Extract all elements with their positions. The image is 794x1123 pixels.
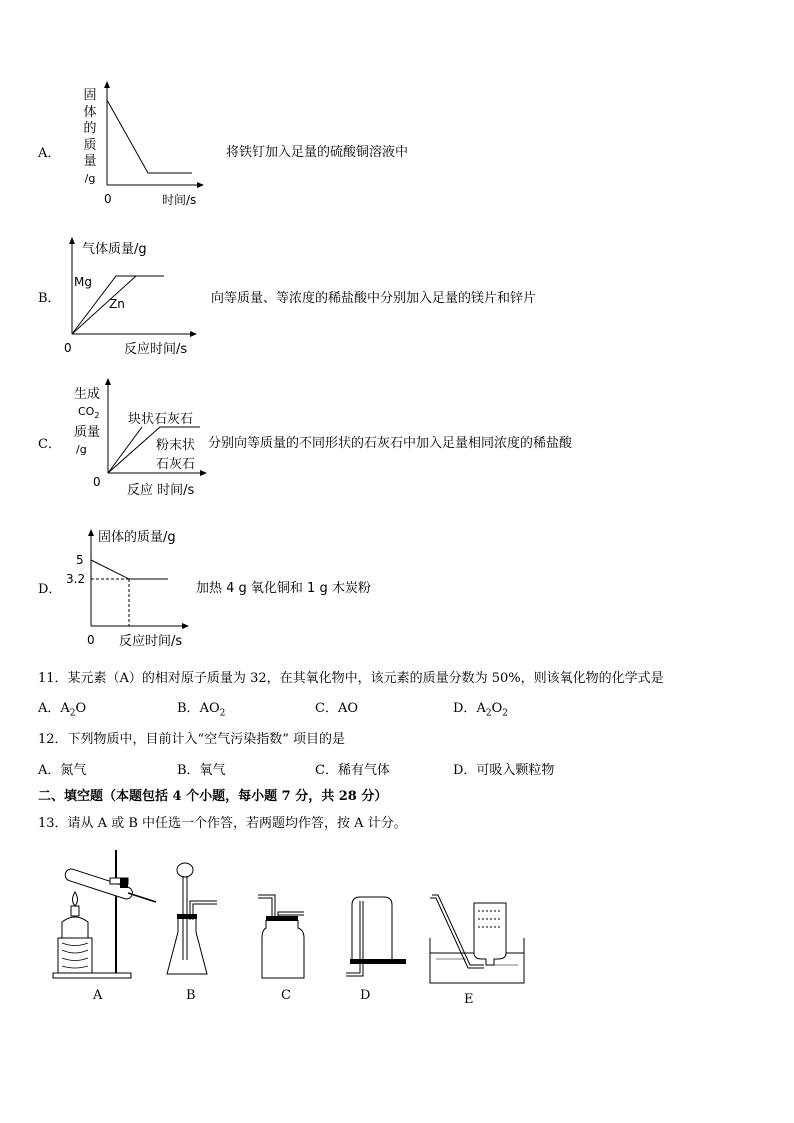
q11-option-d	[453, 697, 508, 719]
graph-d-ylabel: 固体的质量/g	[98, 530, 176, 545]
graph-b-x-arrow	[190, 331, 197, 337]
apparatus-b-stopper	[177, 914, 197, 919]
graph-a-ylabel-char: 量	[83, 154, 97, 169]
graph-c-series-block: 块状石灰石	[128, 412, 194, 427]
q11-formula-part: AO	[337, 701, 358, 716]
apparatus-a-stopper	[120, 878, 128, 888]
q11-formula-sub: 2	[69, 708, 76, 719]
graph-a-x-arrow	[197, 182, 204, 188]
graph-a-origin: 0	[104, 192, 112, 206]
apparatus-a-lamp	[62, 917, 88, 938]
q11-option-label: C．	[315, 701, 338, 716]
graph-c-co2-text: CO	[78, 405, 95, 418]
apparatus-label-b: B	[186, 988, 196, 1003]
apparatus-c-tube-right	[278, 915, 304, 916]
q12-stem: 12．下列物质中，目前计入“空气污染指数” 项目的是	[38, 732, 345, 747]
graph-a-xlabel: 时间/s	[162, 193, 197, 207]
graph-a-ylabel	[82, 88, 98, 187]
apparatus-d-stopper	[350, 959, 406, 964]
q13-stem: 13．请从 A 或 B 中任选一个作答，若两题均作答，按 A 计分。	[38, 816, 407, 831]
graph-a-plot	[100, 80, 210, 190]
graph-c-xlabel: 反应 时间/s	[127, 483, 195, 498]
graph-a-ylabel-char: 体	[83, 104, 97, 120]
apparatus-label-a: A	[93, 988, 103, 1003]
graph-b-origin: 0	[64, 341, 72, 355]
apparatus-c-stopper	[266, 916, 298, 921]
graph-a-ylabel-char: /g	[84, 171, 96, 185]
graph-d-tick-5: 5	[76, 553, 84, 567]
q11-option-label: A．	[38, 701, 61, 716]
graph-b-description: 向等质量、等浓度的稀盐酸中分别加入足量的镁片和锌片	[211, 291, 537, 306]
section-2-heading: 二、填空题（本题包括 4 个小题，每小题 7 分，共 28 分）	[38, 789, 388, 804]
q12-option-c: C．稀有气体	[315, 763, 390, 778]
graph-d-curve	[91, 560, 168, 579]
apparatus-label-d: D	[360, 988, 371, 1003]
apparatus-e	[426, 893, 531, 988]
graph-c-ylabel-co2	[74, 403, 100, 424]
graph-b-ylabel: 气体质量/g	[82, 242, 147, 257]
apparatus-d	[340, 895, 405, 980]
apparatus-label-e: E	[464, 992, 474, 1007]
q11-formula-sub: 2	[502, 708, 508, 719]
q11-option-a	[38, 697, 86, 719]
graph-b-xlabel: 反应时间/s	[124, 342, 188, 357]
graph-d-plot	[84, 528, 194, 630]
q11-option-c	[315, 697, 358, 716]
graph-b-series-mg: Mg	[74, 275, 92, 289]
option-a-label: A．	[38, 146, 61, 161]
graph-c-series-powder-2: 石灰石	[156, 457, 196, 472]
graph-b-series-zn: Zn	[109, 297, 125, 311]
graph-a-ylabel-char: 的	[83, 121, 97, 136]
apparatus-c-bottle	[262, 920, 304, 978]
graph-c-ylabel-line: 生成	[74, 387, 101, 402]
q12-option-d: D．可吸入颗粒物	[453, 763, 555, 778]
q11-option-label: B．	[177, 701, 200, 716]
q11-formula-part: A	[476, 701, 486, 716]
graph-c-ylabel-line: 质量	[74, 425, 101, 441]
graph-d-x-arrow	[182, 623, 189, 629]
graph-d-xlabel: 反应时间/s	[119, 634, 183, 649]
graph-a-curve	[107, 100, 192, 173]
graph-d-y-arrow	[88, 529, 94, 536]
option-c-label: C．	[38, 437, 61, 452]
apparatus-e-bottle	[474, 903, 506, 965]
graph-d-tick-3-2: 3.2	[66, 572, 86, 586]
graph-a-description: 将铁钉加入足量的硫酸铜溶液中	[226, 145, 409, 160]
apparatus-a-base	[53, 973, 131, 978]
graph-c-series-powder-1: 粉末状	[156, 438, 196, 453]
apparatus-d-bottle	[352, 897, 392, 961]
option-d-label: D．	[38, 582, 62, 597]
apparatus-b	[163, 862, 223, 982]
q11-option-label: D．	[453, 701, 477, 716]
q11-formula-part: O	[491, 701, 503, 716]
graph-d-origin: 0	[87, 633, 95, 647]
apparatus-c	[252, 892, 312, 982]
graph-d-description: 加热 4 g 氧化铜和 1 g 木炭粉	[196, 581, 371, 596]
q12-option-b: B．氧气	[177, 763, 226, 778]
q11-formula-part: O	[75, 701, 87, 716]
q11-formula-sub: 2	[485, 708, 492, 719]
apparatus-a-flame	[73, 892, 78, 906]
graph-c-description: 分别向等质量的不同形状的石灰石中加入足量相同浓度的稀盐酸	[208, 436, 573, 451]
graph-c-origin: 0	[93, 475, 101, 489]
graph-c-x-arrow	[200, 470, 207, 476]
q11-stem: 11．某元素（A）的相对原子质量为 32，在其氧化物中，该元素的质量分数为 50%，则该氧化物的化学式是	[38, 671, 664, 686]
option-b-label: B．	[38, 291, 61, 306]
apparatus-a-lamp-neck	[71, 906, 79, 916]
graph-a-y-arrow	[104, 81, 110, 88]
graph-c-powder-line	[108, 427, 142, 473]
q12-option-a: A．氮气	[38, 763, 87, 778]
graph-c-y-arrow	[105, 378, 111, 385]
apparatus-a	[48, 848, 163, 983]
apparatus-b-funnel-bulb	[177, 863, 193, 877]
graph-c-ylabel	[74, 386, 100, 458]
q11-formula-part: A	[60, 701, 70, 716]
graph-c-ylabel-line: /g	[76, 443, 87, 457]
apparatus-c-tube-left	[258, 898, 272, 916]
apparatus-a-delivery-tube	[128, 893, 156, 902]
graph-a-ylabel-char: 固	[83, 88, 97, 103]
graph-a-ylabel-char: 质	[83, 137, 97, 153]
graph-b-y-arrow	[69, 237, 75, 244]
q11-option-b	[177, 697, 225, 719]
apparatus-label-c: C	[281, 988, 291, 1003]
graph-c-co2-subscript: 2	[94, 411, 100, 421]
q11-formula-sub: 2	[219, 708, 226, 719]
q11-formula-part: AO	[199, 701, 220, 716]
